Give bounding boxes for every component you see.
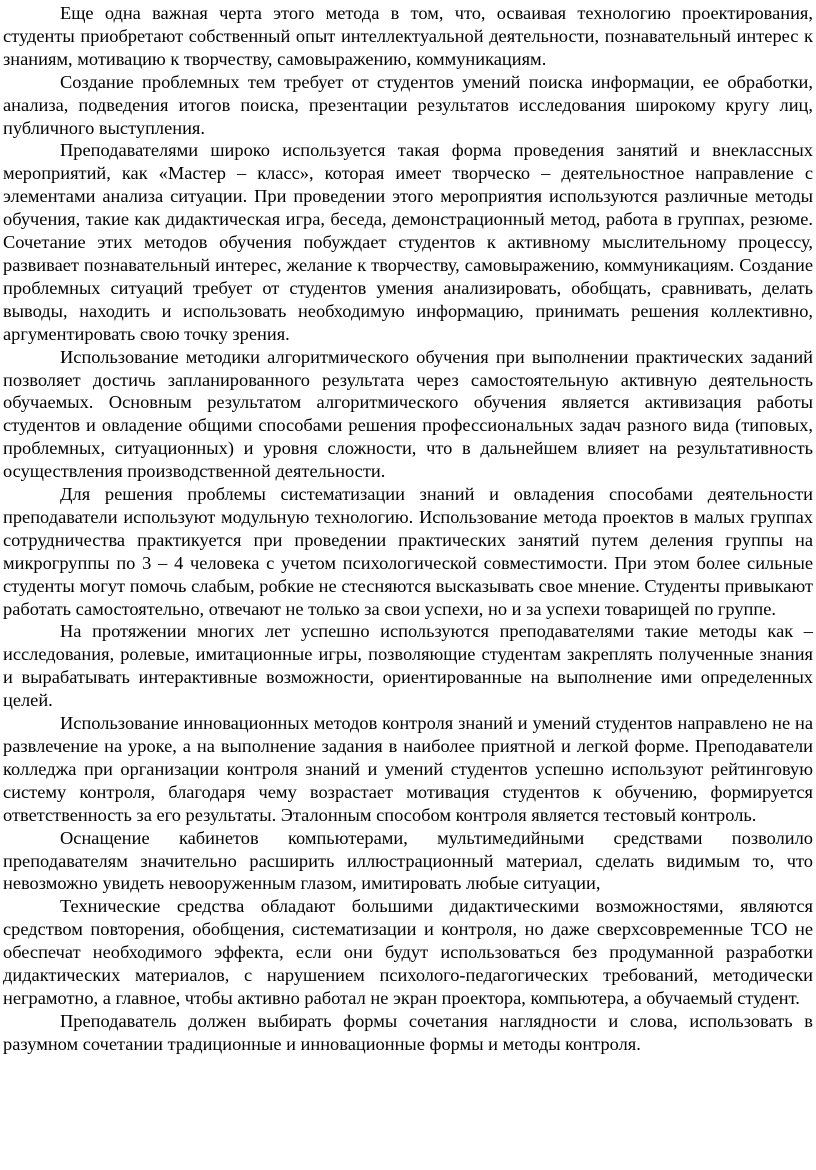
paragraph-2: Создание проблемных тем требует от студентов умений поиска информации, ее обработки, анализа, подведения итогов поиска, презентации результатов исследования широкому кругу лиц, публичного выступления. <box>3 71 813 138</box>
paragraph-7: Использование инновационных методов контроля знаний и умений студентов направлено не на развлечение на уроке, а на выполнение задания в наиболее приятной и легкой форме. Преподаватели колледжа при организации контроля знаний и умений студентов успешно используют рейтинговую систему контроля, благодаря чему возрастает мотивация студентов к обучению, формируется ответственность за его результаты. Эталонным способом контроля является тестовый контроль. <box>3 713 813 825</box>
paragraph-10: Преподаватель должен выбирать формы сочетания наглядности и слова, использовать в разумном сочетании традиционные и инновационные формы и методы контроля. <box>3 1010 813 1054</box>
paragraph-5: Для решения проблемы систематизации знаний и овладения способами деятельности преподаватели используют модульную технологию. Использование метода проектов в малых группах сотрудничества практикуется при проведении практических занятий путем деления группы на микрогруппы по 3 – 4 человека с учетом психологической совместимости. При этом более сильные студенты могут помочь слабым, робкие не стесняются высказывать свое мнение. Студенты привыкают работать самостоятельно, отвечают не только за свои успехи, но и за успехи товарищей по группе. <box>3 484 813 619</box>
paragraph-6: На протяжении многих лет успешно используются преподавателями такие методы как – исследования, ролевые, имитационные игры, позволяющие студентам закреплять полученные знания и вырабатывать интерактивные возможности, ориентированные на выполнение ими определенных целей. <box>3 621 813 711</box>
paragraph-8: Оснащение кабинетов компьютерами, мультимедийными средствами позволило преподавателям значительно расширить иллюстрационный материал, сделать видимым то, что невозможно увидеть невооруженным глазом, имитировать любые ситуации, <box>3 827 813 894</box>
paragraph-9: Технические средства обладают большими дидактическими возможностями, являются средством повторения, обобщения, систематизации и контроля, но даже сверхсовременные ТСО не обеспечат необходимого эффекта, если они будут использоваться без продуманной разработки дидактических материалов, с нарушением психолого-педагогических требований, методически неграмотно, а главное, чтобы активно работал не экран проектора, компьютера, а обучаемый студент. <box>3 896 813 1008</box>
paragraph-4: Использование методики алгоритмического обучения при выполнении практических заданий позволяет достичь запланированного результата через самостоятельную активную деятельность обучаемых. Основным результатом алгоритмического обучения является активизация работы студентов и овладение общими способами решения профессиональных задач разного вида (типовых, проблемных, ситуационных) и уровня сложности, что в дальнейшем влияет на результативность осуществления производственной деятельности. <box>3 346 813 482</box>
paragraph-3: Преподавателями широко используется такая форма проведения занятий и внеклассных мероприятий, как «Мастер – класс», которая имеет творческо – деятельностное направление с элементами анализа ситуации. При проведении этого мероприятия используются различные методы обучения, такие как дидактическая игра, беседа, демонстрационный метод, работа в группах, резюме. Сочетание этих методов обучения побуждает студентов к активному мыслительному процессу, развивает познавательный интерес, желание к творчеству, самовыражению, коммуникациям. Создание проблемных ситуаций требует от студентов умения анализировать, обобщать, сравнивать, делать выводы, находить и использовать необходимую информацию, принимать решения коллективно, аргументировать свою точку зрения. <box>3 140 813 344</box>
paragraph-1: Еще одна важная черта этого метода в том, что, осваивая технологию проектирования, студенты приобретают собственный опыт интеллектуальной деятельности, познавательный интерес к знаниям, мотивацию к творчеству, самовыражению, коммуникациям. <box>3 3 813 69</box>
